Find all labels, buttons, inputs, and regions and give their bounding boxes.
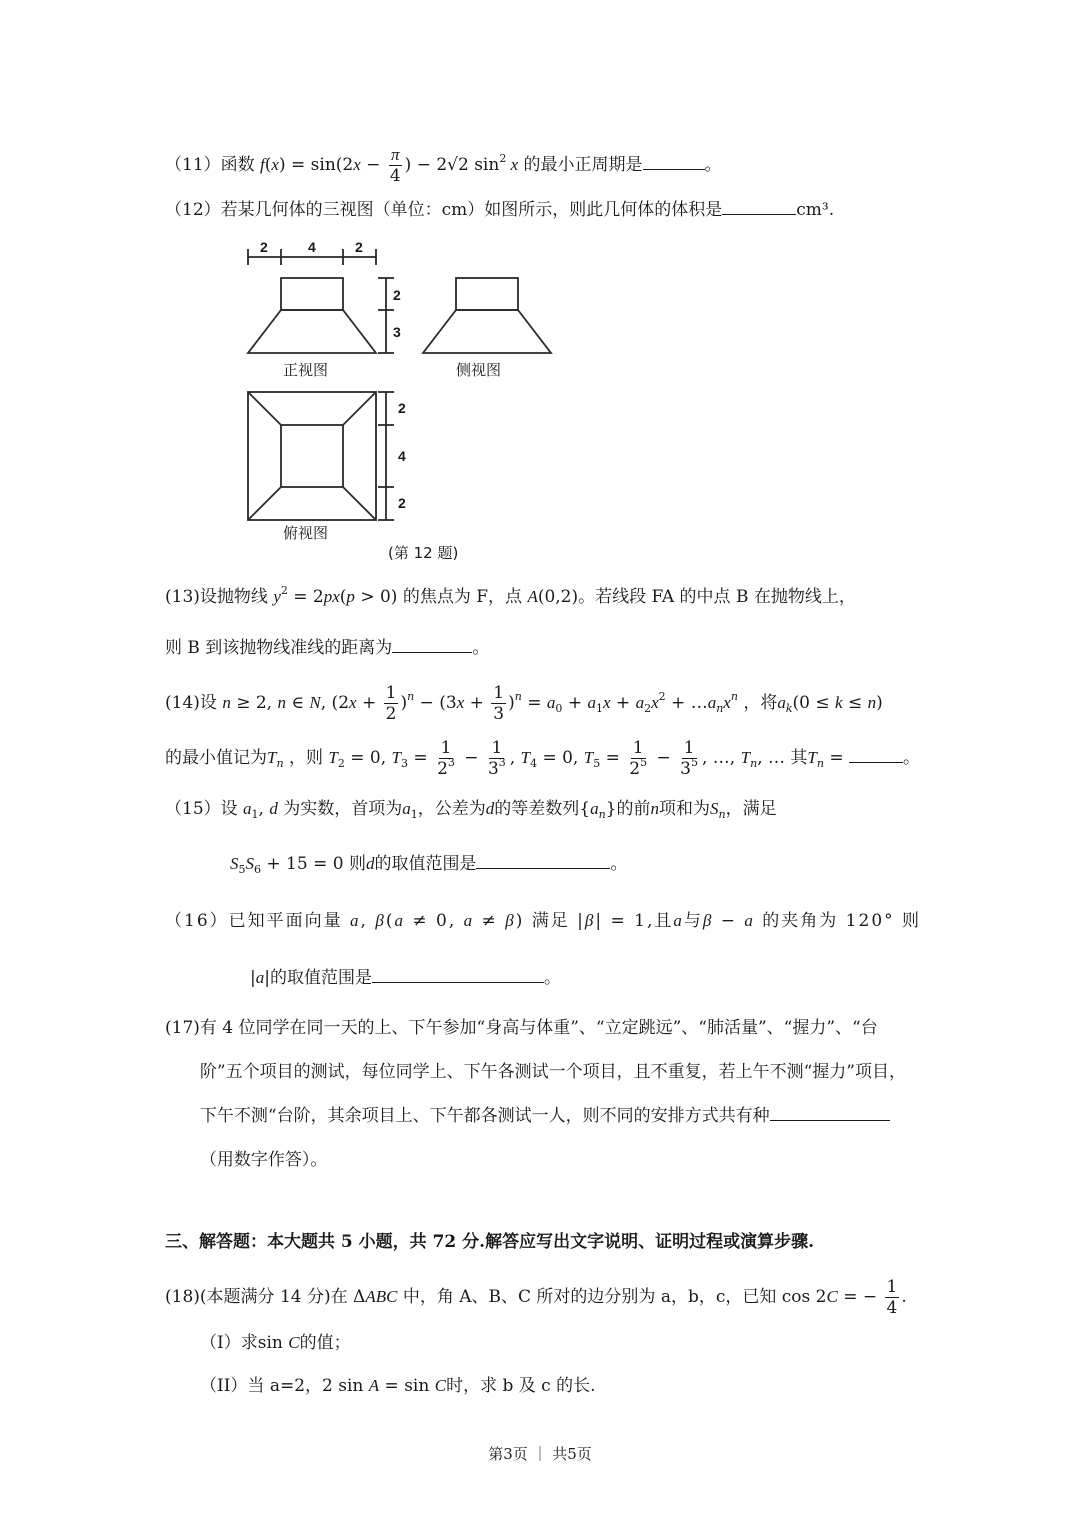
q15-text-d: 的等差数列: [494, 799, 580, 819]
q13-number: (13): [165, 587, 200, 607]
label-side-view: 侧视图: [456, 361, 502, 379]
question-16-line-1: （16）已知平面向量 a, β(a ≠ 0, a ≠ β) 满足 |β| = 1,且a与β − a 的夹角为 120° 则: [165, 911, 922, 931]
q13-end: 。: [472, 638, 490, 658]
dim-front-top: 2: [393, 287, 401, 303]
q11-formula: f: [260, 155, 265, 174]
question-15-line-2: $S_5S_6 + 15 = 0$ 则d的取值范围是 。: [230, 854, 628, 876]
q15-number: （15）: [165, 799, 221, 819]
dim-top-middle: 4: [308, 239, 316, 255]
q18-part2-a: （II）当 a=2，: [200, 1376, 323, 1396]
question-14-line-2: 的最小值记为$T_n$ ，则 $T_2 = 0$, $T_3$ = $\frac{1}{2^3}$ − $\frac{1}{3^3}$ , $T_4 = 0$, $T_5$ = $\frac{1}{2^5}$ − $\frac{1}{3^5}$ , …, $T_n$, … 其$T_n$ = 。: [165, 738, 921, 779]
q12-text: 若某几何体的三视图（单位：cm）如图所示，则此几何体的体积是: [220, 200, 723, 220]
dim-topview-lower: 2: [398, 495, 406, 511]
q18-points: (本题满分 14 分): [199, 1287, 331, 1307]
q18-part1-a: （I）求: [200, 1333, 258, 1353]
question-17: [165, 1016, 917, 1182]
q18-part2-b: 时，求 b 及 c 的长.: [446, 1376, 596, 1396]
q15-text-g: ，满足: [725, 799, 777, 819]
q18-number: (18): [165, 1287, 200, 1307]
three-view-figure: [238, 235, 568, 565]
question-16-line-2: |a|的取值范围是 。: [250, 968, 561, 988]
q16-answer-blank[interactable]: [372, 966, 544, 983]
question-12: [165, 198, 834, 222]
question-13-line-1: (13)设抛物线 $y^2 = 2px(p > 0)$ 的焦点为 F，点 A(0,2)。若线段 FA 的中点 B 在抛物线上，: [165, 584, 856, 607]
q11-answer-blank[interactable]: [643, 153, 705, 170]
q17-end: （用数字作答）。: [199, 1150, 328, 1170]
q11-fraction: $\frac{\pi}{4}$: [389, 145, 401, 186]
q14-text-a: 设: [199, 693, 217, 713]
q12-unit: cm³.: [796, 200, 835, 220]
q16-text-d: 与: [683, 911, 703, 931]
dim-topview-upper: 2: [398, 400, 406, 416]
page-footer: 第3页 ｜ 共5页: [488, 1445, 592, 1463]
q14-text-c: 的最小值记为: [165, 748, 267, 768]
q16-end: 。: [543, 968, 561, 988]
q13-text-b: 的焦点为 F，点: [402, 587, 523, 607]
q15-text-e: 的前: [616, 799, 651, 819]
question-13-line-2: [165, 636, 489, 660]
q15-text-c: ，公差为: [417, 799, 486, 819]
q16-text-c: 且: [654, 911, 674, 931]
q15-text-f: 项和为: [659, 799, 711, 819]
q11-number: （11）: [165, 155, 221, 175]
q13-answer-blank[interactable]: [392, 636, 472, 653]
q13-text-c: 。若线段 FA 的中点 B 在抛物线上，: [578, 587, 856, 607]
section-3-heading: 三、解答题：本大题共 5 小题，共 72 分.解答应写出文字说明、证明过程或演算步骤.: [165, 1232, 814, 1252]
question-15-line-1: （15）设 $a_1$, d 为实数，首项为$a_1$，公差为d的等差数列$\{a_n\}$的前n项和为$S_n$，满足: [165, 799, 777, 821]
dim-top-right: 2: [355, 239, 363, 255]
q15-end: 。: [610, 854, 628, 874]
q16-text-a: 已知平面向量: [228, 911, 343, 931]
q13-text-a: 设抛物线: [199, 587, 268, 607]
q11-text-b: 的最小正周期是: [523, 155, 643, 175]
q14-number: (14): [165, 693, 200, 713]
q18-part-2: （II）当 a=2，2 sin A = sin C时，求 b 及 c 的长.: [200, 1376, 596, 1396]
label-front-view: 正视图: [283, 361, 329, 379]
q15-text-h: 则: [348, 854, 366, 874]
q16-number: （16）: [165, 911, 229, 931]
q14-end: 。: [903, 748, 921, 768]
q18-part-1: （I）求sin C的值；: [200, 1333, 351, 1353]
q16-text-e: 的夹角为 120° 则: [762, 911, 922, 931]
q17-answer-blank[interactable]: [770, 1104, 890, 1121]
q14-text-b: ，将: [743, 693, 778, 713]
q13-text-d: 则 B 到该抛物线准线的距离为: [165, 638, 393, 658]
q16-text-f: 的取值范围是: [269, 968, 372, 988]
q18-part1-b: 的值；: [299, 1333, 351, 1353]
q15-answer-blank[interactable]: [476, 852, 610, 869]
q11-end: 。: [704, 155, 722, 175]
question-18: (18)(本题满分 14 分)在 ΔABC 中，角 A、B、C 所对的边分别为 a，b，c，已知 cos 2C = − $\frac{1}{4}$ .: [165, 1277, 907, 1318]
dim-topview-middle: 4: [398, 448, 406, 464]
question-14-line-1: (14)设 n ≥ 2, n ∈ N, (2x + $\frac{1}{2}$ )$^n$ − (3x + $\frac{1}{3}$ )$^n = a_0 + a_1x + a_2x^2$ + $\dots a_nx^n$ ，将$a_k(0 \le k \le n)$: [165, 683, 883, 724]
q18-text-b: 中，角 A、B、C 所对的边分别为 a，b，c，已知: [402, 1287, 777, 1307]
label-top-view: 俯视图: [283, 524, 329, 542]
figure-caption: (第 12 题): [388, 544, 459, 562]
q16-text-b: 满足: [531, 911, 570, 931]
dim-front-bottom: 3: [393, 324, 401, 340]
q17-number: (17): [165, 1018, 200, 1038]
q12-number: （12）: [165, 200, 221, 220]
q15-text-a: 设: [220, 799, 238, 819]
q12-answer-blank[interactable]: [722, 198, 796, 215]
q14-text-d: ，则: [288, 748, 323, 768]
q14-text-e: 其: [790, 748, 808, 768]
q15-text-b: 为实数，首项为: [283, 799, 403, 819]
question-11: （11）函数 f(x) = sin(2x − $\frac{\pi}{4}$ ) − 2√2 $\sin^2 x$ 的最小正周期是 。: [165, 145, 722, 186]
q15-text-i: 的取值范围是: [374, 854, 477, 874]
q18-text-a: 在: [330, 1287, 348, 1307]
dim-top-left: 2: [260, 239, 268, 255]
q11-text: 函数: [220, 155, 255, 175]
q14-answer-blank[interactable]: [849, 746, 903, 763]
q17-text: 有 4 位同学在同一天的上、下午参加“身高与体重”、“立定跳远”、“肺活量”、“握力”、“台阶”五个项目的测试，每位同学上、下午各测试一个项目，且不重复，若上午不测“握力”项目，下午不测“台阶，其余项目上、下午都各测试一人，则不同的安排方式共有种: [199, 1018, 906, 1126]
